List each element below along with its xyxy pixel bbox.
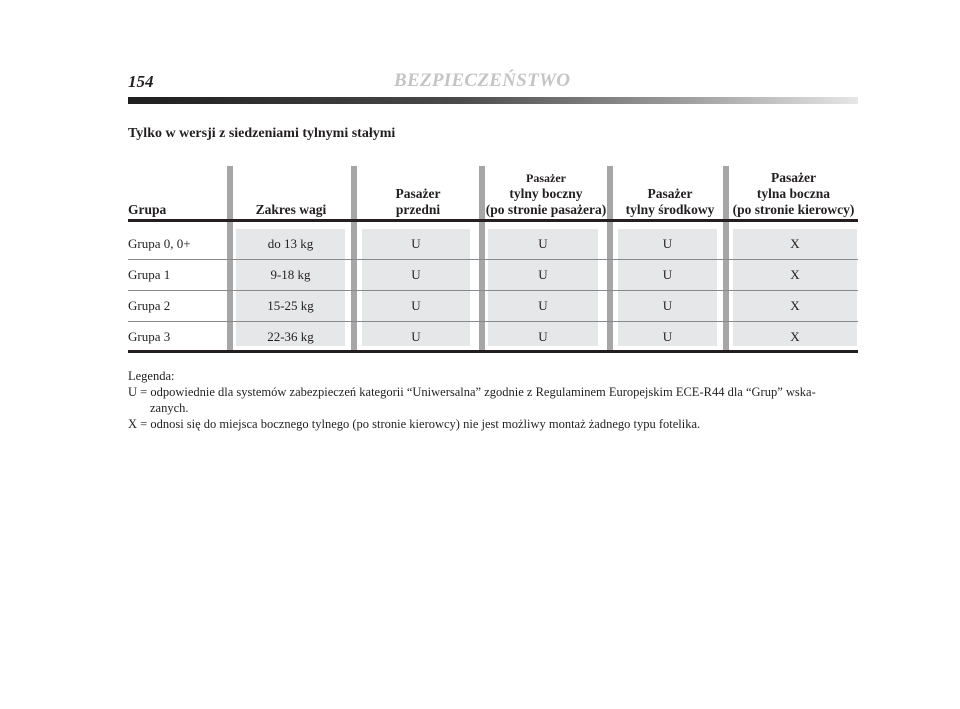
table-cell: U — [411, 329, 421, 344]
legend-title: Legenda: — [128, 369, 175, 383]
legend-u-line: U = odpowiednie dla systemów zabezpieczeń kategorii “Uniwersalna” zgodnie z Regulaminem Europejskim ECE-R44 dla “Grup” wska- — [128, 385, 816, 399]
column-separator — [351, 166, 357, 350]
header-pasazer-przedni — [359, 186, 477, 218]
table-cell: Grupa 0, 0+ — [128, 236, 191, 251]
table-cell: U — [538, 236, 548, 251]
header-line: Pasażer — [395, 186, 441, 201]
header-line: przedni — [395, 202, 441, 217]
table-cell: U — [662, 298, 673, 313]
table-cell: Grupa 2 — [128, 298, 171, 313]
header-line: Pasażer — [647, 186, 693, 201]
table-cell: U — [662, 267, 673, 282]
header-line: Pasażer — [771, 170, 816, 185]
section-title: BEZPIECZEŃSTWO — [394, 70, 571, 91]
header-gradient-bar — [128, 97, 858, 104]
table-cell: 15-25 kg — [267, 298, 314, 313]
table-cell: U — [662, 236, 673, 251]
header-rule — [128, 219, 858, 222]
header-line: tylna boczna — [756, 186, 831, 201]
header-line: (po stronie kierowcy) — [732, 202, 855, 217]
table-cell: Grupa 1 — [128, 267, 171, 282]
table-cell: X — [790, 267, 800, 282]
header-zakres-wagi — [236, 202, 346, 218]
header-grupa — [128, 202, 224, 218]
table-cell: U — [538, 267, 548, 282]
legend-x-line: X = odnosi się do miejsca bocznego tylnego (po stronie kierowcy) nie jest możliwy montaż żadnego typu fotelika. — [128, 417, 701, 431]
table-subtitle: Tylko w wersji z siedzeniami tylnymi stałymi — [128, 126, 396, 141]
page-number: 154 — [128, 72, 154, 91]
table-cell: U — [411, 267, 421, 282]
legend-u-continuation: zanych. — [150, 401, 189, 415]
table-cell: X — [790, 236, 800, 251]
header-line: Grupa — [128, 202, 167, 217]
header-line: Zakres wagi — [255, 202, 327, 217]
header-line: tylny środkowy — [625, 202, 715, 217]
table-cell: X — [790, 298, 800, 313]
table-cell: U — [662, 329, 673, 344]
table-cell: 22-36 kg — [267, 329, 314, 344]
header-pasazer-tylny-boczny — [484, 170, 608, 218]
table-cell: X — [790, 329, 800, 344]
header-pasazer-tylna-boczna — [729, 170, 858, 218]
table-cell: U — [411, 236, 421, 251]
table-cell: U — [538, 329, 548, 344]
header-line: tylny boczny — [509, 186, 583, 201]
header-pasazer-tylny-srodkowy — [614, 186, 726, 218]
row-separator — [128, 259, 858, 260]
header-line: (po stronie pasażera) — [485, 202, 607, 217]
table-bottom-rule — [128, 350, 858, 353]
table-cell: do 13 kg — [267, 236, 314, 251]
row-separator — [128, 321, 858, 322]
table-cell: U — [411, 298, 421, 313]
row-separator — [128, 290, 858, 291]
table-cell: Grupa 3 — [128, 329, 171, 344]
table-cell: U — [538, 298, 548, 313]
table-cell: 9-18 kg — [270, 267, 311, 282]
header-line: Pasażer — [526, 171, 566, 185]
column-separator — [227, 166, 233, 350]
